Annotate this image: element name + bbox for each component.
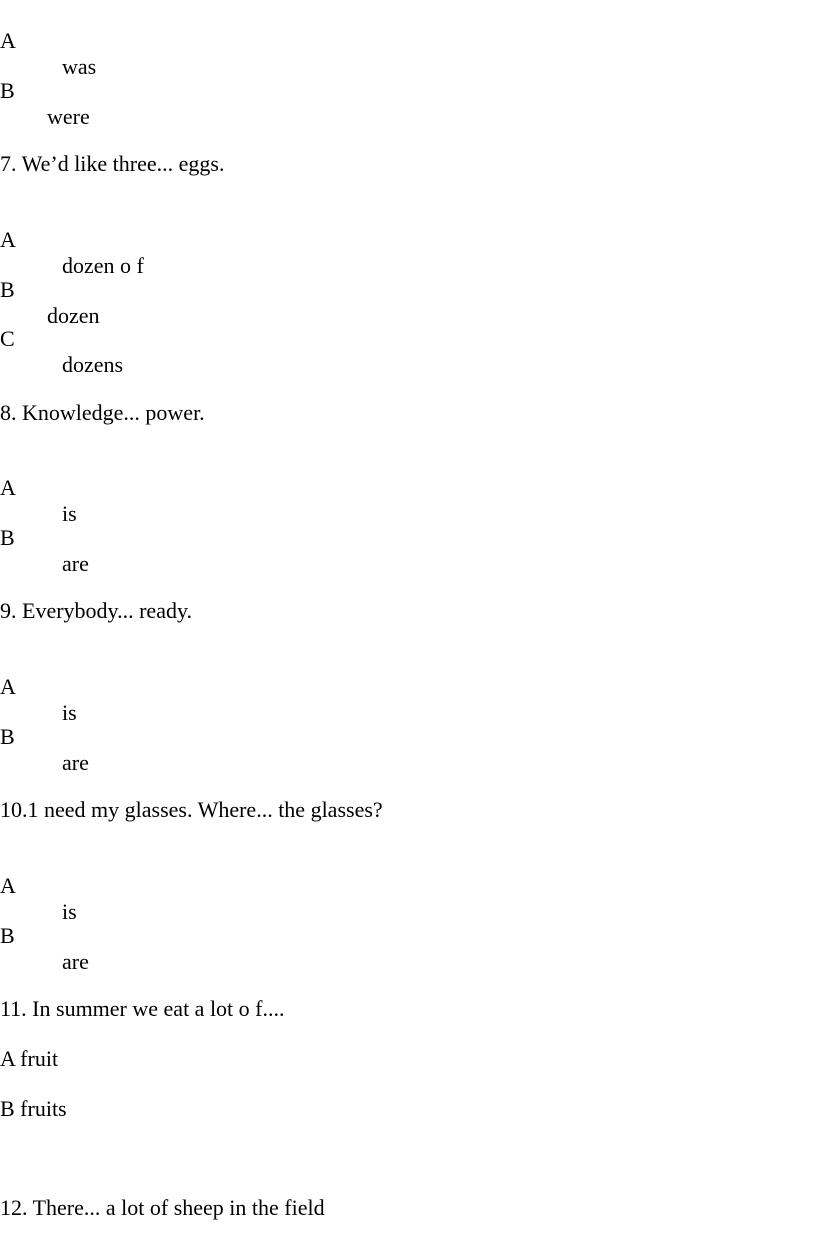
question-text: 9. Everybody... ready. [0,598,193,623]
option-text: dozens [62,352,124,377]
option-text: are [62,551,89,576]
option-letter: A [0,674,16,699]
option-plain: A fruit [0,1046,59,1071]
question-text: 11. In summer we eat a lot o f.... [0,996,285,1021]
option-row [0,300,124,378]
option-letter: A [0,28,16,53]
option-letter: A [0,227,16,252]
option-letter: A [0,873,16,898]
option-letter: A [0,475,16,500]
question-text: 7. We’d like three... eggs. [0,151,225,176]
option-text: dozen o f [62,253,144,278]
option-text: is [62,501,77,526]
option-letter: B [0,78,15,103]
question-text: 12. There... a lot of sheep in the field [0,1195,325,1220]
option-letter: B [0,923,15,948]
option-letter: B [0,525,15,550]
option-text: are [62,750,89,775]
option-text: were [47,104,90,129]
question-text: 10.1 need my glasses. Where... the glasses? [0,797,383,822]
option-text: is [62,899,77,924]
option-text: was [62,54,97,79]
question-text: 8. Knowledge... power. [0,400,205,425]
option-plain: B fruits [0,1096,67,1121]
option-text: dozen [47,303,100,328]
option-letter: B [0,277,15,302]
option-text: are [62,949,89,974]
option-text: is [62,700,77,725]
option-letter: B [0,724,15,749]
option-letter: C [0,326,15,351]
